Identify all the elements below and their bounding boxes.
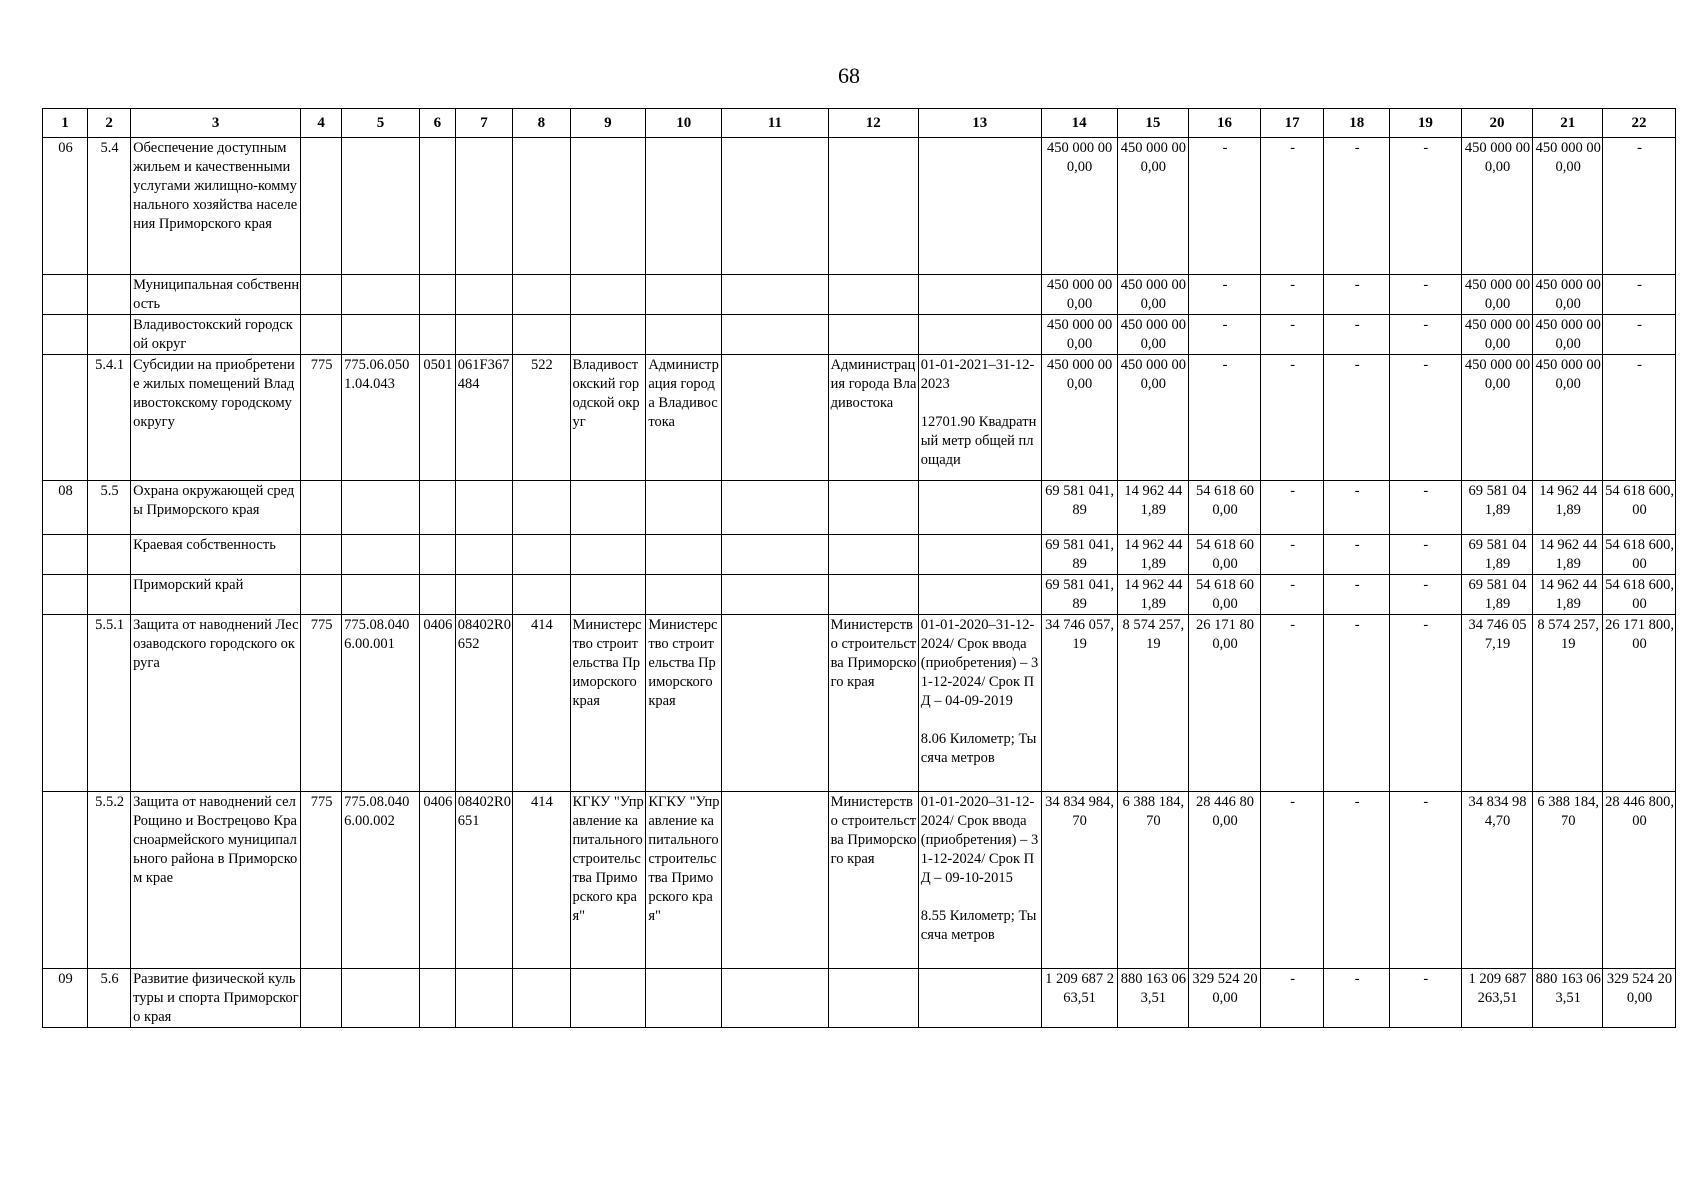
cell-col-1 (43, 575, 88, 615)
cell-col-10: Министерство строительства Приморского края (646, 615, 722, 792)
cell-col-22: - (1603, 275, 1676, 315)
column-header-4: 4 (301, 109, 342, 138)
column-header-18: 18 (1324, 109, 1390, 138)
cell-col-11 (722, 535, 829, 575)
cell-col-18: - (1324, 615, 1390, 792)
cell-col-1: 06 (43, 138, 88, 275)
cell-col-12: Министерство строительства Приморского края (828, 792, 918, 969)
cell-col-9 (570, 275, 646, 315)
cell-col-9: Владивостокский городской округ (570, 355, 646, 481)
cell-col-13: 01-01-2020–31-12-2024/ Срок ввода (приобретения) – 31-12-2024/ Срок ПД – 04-09-2019 8.06 Километр; Тысяча метров (918, 615, 1041, 792)
cell-col-10 (646, 315, 722, 355)
cell-col-15: 14 962 441,89 (1117, 535, 1189, 575)
column-header-9: 9 (570, 109, 646, 138)
cell-col-14: 450 000 000,00 (1041, 355, 1117, 481)
cell-col-11 (722, 275, 829, 315)
cell-col-17: - (1260, 615, 1324, 792)
cell-col-14: 1 209 687 263,51 (1041, 969, 1117, 1028)
column-header-14: 14 (1041, 109, 1117, 138)
cell-col-8 (513, 481, 570, 535)
cell-col-19: - (1389, 481, 1461, 535)
cell-col-10 (646, 481, 722, 535)
cell-col-5 (342, 315, 420, 355)
cell-col-22: 26 171 800,00 (1603, 615, 1676, 792)
column-header-21: 21 (1533, 109, 1603, 138)
cell-col-14: 34 834 984,70 (1041, 792, 1117, 969)
cell-col-14: 34 746 057,19 (1041, 615, 1117, 792)
cell-col-13: 01-01-2021–31-12-2023 12701.90 Квадратный метр общей площади (918, 355, 1041, 481)
cell-col-20: 1 209 687 263,51 (1461, 969, 1533, 1028)
cell-col-9 (570, 138, 646, 275)
cell-col-3: Краевая собственность (131, 535, 301, 575)
cell-col-7 (455, 481, 512, 535)
table-row (43, 792, 1676, 969)
cell-col-18: - (1324, 138, 1390, 275)
cell-col-13 (918, 138, 1041, 275)
cell-col-8 (513, 275, 570, 315)
table-row (43, 535, 1676, 575)
cell-col-12 (828, 969, 918, 1028)
cell-col-15: 450 000 000,00 (1117, 355, 1189, 481)
cell-col-21: 880 163 063,51 (1533, 969, 1603, 1028)
cell-col-12 (828, 275, 918, 315)
cell-col-12: Администрация города Владивостока (828, 355, 918, 481)
cell-col-3: Обеспечение доступным жильем и качественными услугами жилищно-коммунального хозяйства населения Приморского края (131, 138, 301, 275)
column-header-11: 11 (722, 109, 829, 138)
cell-col-4 (301, 138, 342, 275)
cell-col-16: - (1189, 138, 1261, 275)
cell-col-14: 69 581 041,89 (1041, 575, 1117, 615)
cell-col-12 (828, 535, 918, 575)
cell-col-22: 54 618 600,00 (1603, 535, 1676, 575)
cell-col-20: 450 000 000,00 (1461, 138, 1533, 275)
cell-col-21: 6 388 184,70 (1533, 792, 1603, 969)
cell-col-11 (722, 615, 829, 792)
cell-col-4: 775 (301, 615, 342, 792)
cell-col-12 (828, 315, 918, 355)
column-header-3: 3 (131, 109, 301, 138)
column-header-6: 6 (419, 109, 455, 138)
column-header-22: 22 (1603, 109, 1676, 138)
cell-col-11 (722, 969, 829, 1028)
cell-col-15: 450 000 000,00 (1117, 315, 1189, 355)
cell-col-13 (918, 535, 1041, 575)
table-row (43, 575, 1676, 615)
cell-col-10 (646, 969, 722, 1028)
cell-col-19: - (1389, 315, 1461, 355)
cell-col-5 (342, 275, 420, 315)
cell-col-19: - (1389, 275, 1461, 315)
page-number: 68 (838, 63, 860, 88)
cell-col-22: - (1603, 138, 1676, 275)
cell-col-5 (342, 481, 420, 535)
cell-col-21: 450 000 000,00 (1533, 355, 1603, 481)
cell-col-19: - (1389, 355, 1461, 481)
cell-col-11 (722, 792, 829, 969)
cell-col-12: Министерство строительства Приморского края (828, 615, 918, 792)
cell-col-13 (918, 969, 1041, 1028)
cell-col-15: 450 000 000,00 (1117, 138, 1189, 275)
cell-col-6 (419, 481, 455, 535)
cell-col-20: 69 581 041,89 (1461, 481, 1533, 535)
table-row (43, 275, 1676, 315)
cell-col-3: Владивостокский городской округ (131, 315, 301, 355)
cell-col-13 (918, 575, 1041, 615)
cell-col-4 (301, 575, 342, 615)
column-header-8: 8 (513, 109, 570, 138)
cell-col-2: 5.4 (88, 138, 131, 275)
cell-col-13 (918, 275, 1041, 315)
column-header-1: 1 (43, 109, 88, 138)
cell-col-19: - (1389, 138, 1461, 275)
cell-col-6 (419, 535, 455, 575)
cell-col-8 (513, 138, 570, 275)
cell-col-8: 414 (513, 792, 570, 969)
cell-col-22: 54 618 600,00 (1603, 481, 1676, 535)
cell-col-14: 450 000 000,00 (1041, 275, 1117, 315)
cell-col-5: 775.08.0406.00.001 (342, 615, 420, 792)
cell-col-2: 5.5.1 (88, 615, 131, 792)
budget-table (42, 108, 1676, 1028)
cell-col-18: - (1324, 315, 1390, 355)
cell-col-2: 5.4.1 (88, 355, 131, 481)
cell-col-20: 69 581 041,89 (1461, 535, 1533, 575)
cell-col-20: 450 000 000,00 (1461, 315, 1533, 355)
cell-col-21: 450 000 000,00 (1533, 315, 1603, 355)
cell-col-20: 34 834 984,70 (1461, 792, 1533, 969)
cell-col-6 (419, 138, 455, 275)
cell-col-13: 01-01-2020–31-12-2024/ Срок ввода (приобретения) – 31-12-2024/ Срок ПД – 09-10-2015 8.55 Километр; Тысяча метров (918, 792, 1041, 969)
cell-col-2: 5.5.2 (88, 792, 131, 969)
cell-col-14: 450 000 000,00 (1041, 315, 1117, 355)
cell-col-7: 061F367484 (455, 355, 512, 481)
cell-col-5 (342, 575, 420, 615)
cell-col-4: 775 (301, 355, 342, 481)
cell-col-9 (570, 535, 646, 575)
cell-col-9: КГКУ "Управление капитального строительства Приморского края" (570, 792, 646, 969)
cell-col-4: 775 (301, 792, 342, 969)
cell-col-10 (646, 575, 722, 615)
cell-col-18: - (1324, 535, 1390, 575)
cell-col-22: 54 618 600,00 (1603, 575, 1676, 615)
cell-col-17: - (1260, 138, 1324, 275)
column-header-16: 16 (1189, 109, 1261, 138)
cell-col-18: - (1324, 481, 1390, 535)
cell-col-1 (43, 615, 88, 792)
cell-col-8: 522 (513, 355, 570, 481)
cell-col-8 (513, 575, 570, 615)
table-row (43, 969, 1676, 1028)
column-header-10: 10 (646, 109, 722, 138)
cell-col-10 (646, 275, 722, 315)
cell-col-10 (646, 138, 722, 275)
cell-col-22: - (1603, 315, 1676, 355)
cell-col-10: Администрация города Владивостока (646, 355, 722, 481)
cell-col-17: - (1260, 355, 1324, 481)
cell-col-7 (455, 575, 512, 615)
cell-col-7 (455, 275, 512, 315)
cell-col-15: 14 962 441,89 (1117, 575, 1189, 615)
cell-col-4 (301, 481, 342, 535)
cell-col-3: Развитие физической культуры и спорта Приморского края (131, 969, 301, 1028)
cell-col-17: - (1260, 315, 1324, 355)
cell-col-10: КГКУ "Управление капитального строительства Приморского края" (646, 792, 722, 969)
cell-col-5 (342, 535, 420, 575)
cell-col-3: Защита от наводнений сел Рощино и Вострецово Красноармейского муниципального района в Приморском крае (131, 792, 301, 969)
cell-col-3: Муниципальная собственность (131, 275, 301, 315)
column-header-2: 2 (88, 109, 131, 138)
cell-col-7 (455, 969, 512, 1028)
cell-col-15: 14 962 441,89 (1117, 481, 1189, 535)
cell-col-16: - (1189, 355, 1261, 481)
cell-col-20: 69 581 041,89 (1461, 575, 1533, 615)
cell-col-17: - (1260, 481, 1324, 535)
cell-col-19: - (1389, 535, 1461, 575)
cell-col-19: - (1389, 615, 1461, 792)
cell-col-20: 34 746 057,19 (1461, 615, 1533, 792)
cell-col-11 (722, 355, 829, 481)
cell-col-2 (88, 275, 131, 315)
cell-col-6: 0406 (419, 615, 455, 792)
column-header-15: 15 (1117, 109, 1189, 138)
cell-col-16: - (1189, 315, 1261, 355)
cell-col-1 (43, 315, 88, 355)
cell-col-20: 450 000 000,00 (1461, 275, 1533, 315)
cell-col-5: 775.08.0406.00.002 (342, 792, 420, 969)
cell-col-14: 69 581 041,89 (1041, 481, 1117, 535)
cell-col-6 (419, 275, 455, 315)
cell-col-7 (455, 138, 512, 275)
cell-col-11 (722, 138, 829, 275)
cell-col-6 (419, 575, 455, 615)
cell-col-17: - (1260, 969, 1324, 1028)
cell-col-1 (43, 275, 88, 315)
cell-col-16: - (1189, 275, 1261, 315)
cell-col-17: - (1260, 575, 1324, 615)
cell-col-10 (646, 535, 722, 575)
cell-col-5 (342, 138, 420, 275)
cell-col-7: 08402R0651 (455, 792, 512, 969)
column-header-17: 17 (1260, 109, 1324, 138)
table-row (43, 355, 1676, 481)
cell-col-8 (513, 315, 570, 355)
cell-col-3: Субсидии на приобретение жилых помещений Владивостокскому городскому округу (131, 355, 301, 481)
cell-col-16: 54 618 600,00 (1189, 575, 1261, 615)
cell-col-6: 0501 (419, 355, 455, 481)
cell-col-4 (301, 535, 342, 575)
cell-col-11 (722, 481, 829, 535)
cell-col-15: 8 574 257,19 (1117, 615, 1189, 792)
table-row (43, 615, 1676, 792)
header-row (43, 109, 1676, 138)
cell-col-21: 8 574 257,19 (1533, 615, 1603, 792)
cell-col-18: - (1324, 275, 1390, 315)
cell-col-2: 5.5 (88, 481, 131, 535)
cell-col-16: 54 618 600,00 (1189, 535, 1261, 575)
cell-col-11 (722, 575, 829, 615)
cell-col-8 (513, 969, 570, 1028)
cell-col-7 (455, 315, 512, 355)
cell-col-9 (570, 969, 646, 1028)
table-row (43, 315, 1676, 355)
cell-col-17: - (1260, 535, 1324, 575)
cell-col-22: 329 524 200,00 (1603, 969, 1676, 1028)
cell-col-22: - (1603, 355, 1676, 481)
cell-col-16: 28 446 800,00 (1189, 792, 1261, 969)
column-header-13: 13 (918, 109, 1041, 138)
cell-col-1 (43, 535, 88, 575)
cell-col-4 (301, 275, 342, 315)
cell-col-17: - (1260, 275, 1324, 315)
cell-col-15: 880 163 063,51 (1117, 969, 1189, 1028)
cell-col-3: Охрана окружающей среды Приморского края (131, 481, 301, 535)
cell-col-19: - (1389, 792, 1461, 969)
cell-col-4 (301, 315, 342, 355)
cell-col-8: 414 (513, 615, 570, 792)
cell-col-12 (828, 481, 918, 535)
cell-col-5 (342, 969, 420, 1028)
cell-col-21: 14 962 441,89 (1533, 535, 1603, 575)
cell-col-9 (570, 481, 646, 535)
cell-col-21: 14 962 441,89 (1533, 481, 1603, 535)
cell-col-1 (43, 792, 88, 969)
cell-col-15: 450 000 000,00 (1117, 275, 1189, 315)
cell-col-3: Защита от наводнений Лесозаводского городского округа (131, 615, 301, 792)
cell-col-18: - (1324, 575, 1390, 615)
cell-col-12 (828, 138, 918, 275)
cell-col-11 (722, 315, 829, 355)
cell-col-6: 0406 (419, 792, 455, 969)
cell-col-16: 329 524 200,00 (1189, 969, 1261, 1028)
table-row (43, 481, 1676, 535)
cell-col-6 (419, 969, 455, 1028)
column-header-19: 19 (1389, 109, 1461, 138)
cell-col-2 (88, 315, 131, 355)
cell-col-15: 6 388 184,70 (1117, 792, 1189, 969)
column-header-12: 12 (828, 109, 918, 138)
cell-col-20: 450 000 000,00 (1461, 355, 1533, 481)
cell-col-1: 08 (43, 481, 88, 535)
cell-col-14: 69 581 041,89 (1041, 535, 1117, 575)
cell-col-9 (570, 315, 646, 355)
cell-col-1 (43, 355, 88, 481)
cell-col-7 (455, 535, 512, 575)
column-header-5: 5 (342, 109, 420, 138)
cell-col-2: 5.6 (88, 969, 131, 1028)
cell-col-13 (918, 481, 1041, 535)
cell-col-19: - (1389, 969, 1461, 1028)
cell-col-9 (570, 575, 646, 615)
cell-col-16: 54 618 600,00 (1189, 481, 1261, 535)
cell-col-4 (301, 969, 342, 1028)
cell-col-18: - (1324, 792, 1390, 969)
cell-col-22: 28 446 800,00 (1603, 792, 1676, 969)
cell-col-17: - (1260, 792, 1324, 969)
cell-col-19: - (1389, 575, 1461, 615)
column-header-20: 20 (1461, 109, 1533, 138)
cell-col-13 (918, 315, 1041, 355)
cell-col-1: 09 (43, 969, 88, 1028)
cell-col-16: 26 171 800,00 (1189, 615, 1261, 792)
cell-col-2 (88, 575, 131, 615)
cell-col-12 (828, 575, 918, 615)
cell-col-18: - (1324, 355, 1390, 481)
cell-col-21: 450 000 000,00 (1533, 275, 1603, 315)
cell-col-21: 14 962 441,89 (1533, 575, 1603, 615)
column-header-7: 7 (455, 109, 512, 138)
cell-col-21: 450 000 000,00 (1533, 138, 1603, 275)
cell-col-14: 450 000 000,00 (1041, 138, 1117, 275)
cell-col-18: - (1324, 969, 1390, 1028)
cell-col-6 (419, 315, 455, 355)
cell-col-3: Приморский край (131, 575, 301, 615)
cell-col-2 (88, 535, 131, 575)
cell-col-5: 775.06.0501.04.043 (342, 355, 420, 481)
cell-col-7: 08402R0652 (455, 615, 512, 792)
cell-col-8 (513, 535, 570, 575)
table-row (43, 138, 1676, 275)
cell-col-9: Министерство строительства Приморского края (570, 615, 646, 792)
